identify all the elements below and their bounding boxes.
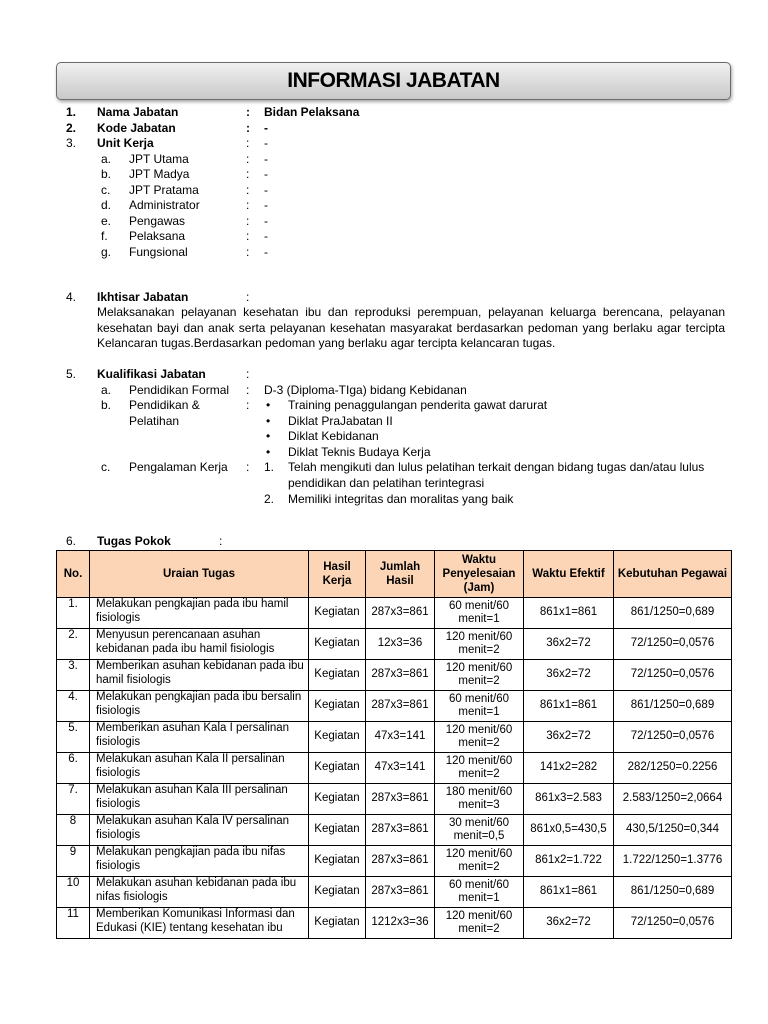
cell-kebutuhan-pegawai: 861/1250=0,689 xyxy=(614,877,732,908)
cell-kebutuhan-pegawai: 72/1250=0,0576 xyxy=(614,722,732,753)
field-value: Bidan Pelaksana xyxy=(264,105,360,119)
cell-jumlah-hasil: 47x3=141 xyxy=(366,753,435,784)
item-label: Fungsional xyxy=(129,244,188,259)
section-number: 6. xyxy=(66,534,77,548)
header-no: No. xyxy=(57,551,90,598)
table-header-row xyxy=(57,551,732,598)
cell-waktu-efektif: 861x1=861 xyxy=(524,877,614,908)
item-value: - xyxy=(264,244,268,259)
cell-jumlah-hasil: 47x3=141 xyxy=(366,722,435,753)
cell-no: 7. xyxy=(57,784,90,815)
header-waktu-penyelesaian: Waktu Penyelesaian (Jam) xyxy=(435,551,524,598)
item-value: - xyxy=(264,198,268,212)
cell-no: 5. xyxy=(57,722,90,753)
item-letter: d. xyxy=(101,198,112,212)
pelatihan-item: Training penaggulangan penderita gawat darurat xyxy=(288,398,548,412)
field-colon: : xyxy=(246,105,250,119)
cell-uraian: Melakukan pengkajian pada ibu nifas fisiologis xyxy=(90,846,309,877)
kualifikasi-section xyxy=(0,367,768,508)
item-letter: b. xyxy=(101,398,112,412)
item-value: - xyxy=(264,213,268,228)
table-row xyxy=(57,753,732,784)
field-nama-jabatan xyxy=(0,105,768,121)
cell-kebutuhan-pegawai: 430,5/1250=0,344 xyxy=(614,815,732,846)
ikhtisar-text: Melaksanakan pelayanan kesehatan ibu dan reproduksi perempuan, pelayanan keluarga berencana, pelayanan kesehatan bayi dan anak serta pelayanan kesehatan masyarakat berdasarkan pedoman yang berlaku agar tercipta Kelancaran tugas.Berdasarkan pedoman yang berlaku agar tercipta kelancaran tugas. xyxy=(97,305,725,350)
identity-section xyxy=(0,105,768,260)
section-number: 4. xyxy=(66,290,77,304)
pelatihan-row xyxy=(0,398,768,414)
item-label: Pelatihan xyxy=(129,413,180,428)
item-label: Pengalaman Kerja xyxy=(129,460,228,474)
item-label: JPT Pratama xyxy=(129,182,199,197)
item-letter: a. xyxy=(101,151,112,166)
cell-hasil-kerja: Kegiatan xyxy=(309,598,366,629)
field-value: - xyxy=(264,136,268,150)
ikhtisar-heading xyxy=(0,290,768,306)
cell-hasil-kerja: Kegiatan xyxy=(309,660,366,691)
pengalaman-row xyxy=(0,460,768,476)
cell-uraian: Memberikan asuhan Kala I persalinan fisiologis xyxy=(90,722,309,753)
cell-kebutuhan-pegawai: 1.722/1250=1.3776 xyxy=(614,846,732,877)
item-colon: : xyxy=(246,382,250,397)
section-colon: : xyxy=(219,534,223,548)
cell-uraian: Melakukan asuhan Kala IV persalinan fisiologis xyxy=(90,815,309,846)
cell-no: 6. xyxy=(57,753,90,784)
unit-kerja-item xyxy=(0,214,768,230)
pelatihan-row xyxy=(0,414,768,430)
cell-hasil-kerja: Kegiatan xyxy=(309,877,366,908)
pengalaman-number: 2. xyxy=(264,492,275,506)
item-value: - xyxy=(264,151,268,166)
cell-waktu-efektif: 141x2=282 xyxy=(524,753,614,784)
item-colon: : xyxy=(246,151,250,166)
item-value: - xyxy=(264,182,268,197)
cell-waktu-penyelesaian: 120 menit/60 menit=2 xyxy=(435,722,524,753)
cell-waktu-efektif: 36x2=72 xyxy=(524,660,614,691)
item-letter: b. xyxy=(101,167,112,181)
cell-kebutuhan-pegawai: 72/1250=0,0576 xyxy=(614,908,732,939)
header-jumlah-hasil: Jumlah Hasil xyxy=(366,551,435,598)
cell-no: 8 xyxy=(57,815,90,846)
item-label: Pendidikan & xyxy=(129,398,200,412)
pengalaman-number: 1. xyxy=(264,460,275,474)
cell-no: 1. xyxy=(57,598,90,629)
pelatihan-item: Diklat PraJabatan II xyxy=(288,413,393,428)
cell-waktu-penyelesaian: 120 menit/60 menit=2 xyxy=(435,660,524,691)
item-colon: : xyxy=(246,198,250,212)
field-number: 1. xyxy=(66,105,77,119)
item-label: JPT Madya xyxy=(129,167,190,181)
table-row xyxy=(57,784,732,815)
field-label: Unit Kerja xyxy=(97,136,154,150)
unit-kerja-item xyxy=(0,198,768,214)
field-unit-kerja xyxy=(0,136,768,152)
header-hasil-kerja: Hasil Kerja xyxy=(309,551,366,598)
cell-waktu-penyelesaian: 120 menit/60 menit=2 xyxy=(435,753,524,784)
cell-uraian: Melakukan asuhan Kala II persalinan fisiologis xyxy=(90,753,309,784)
cell-jumlah-hasil: 287x3=861 xyxy=(366,846,435,877)
section-colon: : xyxy=(246,290,250,304)
bullet-icon: • xyxy=(266,413,271,428)
item-letter: g. xyxy=(101,244,112,259)
item-letter: c. xyxy=(101,182,111,197)
cell-hasil-kerja: Kegiatan xyxy=(309,815,366,846)
pelatihan-row xyxy=(0,445,768,461)
cell-waktu-penyelesaian: 120 menit/60 menit=2 xyxy=(435,846,524,877)
unit-kerja-item xyxy=(0,229,768,245)
table-row xyxy=(57,846,732,877)
pendidikan-formal xyxy=(0,383,768,399)
unit-kerja-item xyxy=(0,183,768,199)
cell-uraian: Menyusun perencanaan asuhan kebidanan pada ibu hamil fisiologis xyxy=(90,629,309,660)
cell-kebutuhan-pegawai: 72/1250=0,0576 xyxy=(614,629,732,660)
cell-jumlah-hasil: 287x3=861 xyxy=(366,598,435,629)
cell-waktu-penyelesaian: 30 menit/60 menit=0,5 xyxy=(435,815,524,846)
item-label: Pelaksana xyxy=(129,229,186,243)
field-colon: : xyxy=(246,136,250,150)
cell-hasil-kerja: Kegiatan xyxy=(309,753,366,784)
cell-waktu-efektif: 861x1=861 xyxy=(524,691,614,722)
cell-uraian: Melakukan pengkajian pada ibu hamil fisiologis xyxy=(90,598,309,629)
cell-jumlah-hasil: 287x3=861 xyxy=(366,691,435,722)
cell-hasil-kerja: Kegiatan xyxy=(309,722,366,753)
item-colon: : xyxy=(246,244,250,259)
pelatihan-item: Diklat Teknis Budaya Kerja xyxy=(288,444,431,459)
cell-jumlah-hasil: 1212x3=36 xyxy=(366,908,435,939)
cell-waktu-penyelesaian: 120 menit/60 menit=2 xyxy=(435,908,524,939)
cell-hasil-kerja: Kegiatan xyxy=(309,908,366,939)
item-label: Administrator xyxy=(129,198,200,212)
item-letter: f. xyxy=(101,229,108,243)
table-row xyxy=(57,598,732,629)
section-colon: : xyxy=(246,367,250,381)
item-letter: a. xyxy=(101,382,112,397)
cell-no: 2. xyxy=(57,629,90,660)
cell-jumlah-hasil: 12x3=36 xyxy=(366,629,435,660)
cell-jumlah-hasil: 287x3=861 xyxy=(366,815,435,846)
cell-uraian: Memberikan asuhan kebidanan pada ibu hamil fisiologis xyxy=(90,660,309,691)
cell-waktu-efektif: 36x2=72 xyxy=(524,722,614,753)
header-uraian: Uraian Tugas xyxy=(90,551,309,598)
table-row xyxy=(57,660,732,691)
bullet-icon: • xyxy=(266,398,271,412)
cell-no: 10 xyxy=(57,877,90,908)
table-row xyxy=(57,691,732,722)
cell-waktu-penyelesaian: 60 menit/60 menit=1 xyxy=(435,598,524,629)
cell-no: 4. xyxy=(57,691,90,722)
cell-no: 11 xyxy=(57,908,90,939)
bullet-icon: • xyxy=(266,444,271,459)
cell-waktu-efektif: 861x1=861 xyxy=(524,598,614,629)
pengalaman-text: Memiliki integritas dan moralitas yang baik xyxy=(288,492,514,506)
cell-waktu-efektif: 36x2=72 xyxy=(524,629,614,660)
table-row xyxy=(57,908,732,939)
section-label: Ikhtisar Jabatan xyxy=(97,290,189,304)
pengalaman-row xyxy=(0,476,768,492)
cell-kebutuhan-pegawai: 282/1250=0.2256 xyxy=(614,753,732,784)
cell-jumlah-hasil: 287x3=861 xyxy=(366,877,435,908)
cell-kebutuhan-pegawai: 861/1250=0,689 xyxy=(614,598,732,629)
table-row xyxy=(57,722,732,753)
item-colon: : xyxy=(246,229,250,243)
field-colon: : xyxy=(246,120,250,135)
table-row xyxy=(57,815,732,846)
cell-hasil-kerja: Kegiatan xyxy=(309,629,366,660)
item-label: JPT Utama xyxy=(129,151,189,166)
cell-kebutuhan-pegawai: 72/1250=0,0576 xyxy=(614,660,732,691)
pelatihan-item: Diklat Kebidanan xyxy=(288,429,379,443)
tugas-pokok-table xyxy=(56,550,732,939)
cell-uraian: Melakukan asuhan kebidanan pada ibu nifas fisiologis xyxy=(90,877,309,908)
field-label: Nama Jabatan xyxy=(97,105,179,119)
pengalaman-text: Telah mengikuti dan lulus pelatihan terkait dengan bidang tugas dan/atau lulus xyxy=(288,460,705,474)
tugas-pokok-heading xyxy=(0,534,768,550)
cell-kebutuhan-pegawai: 2.583/1250=2,0664 xyxy=(614,784,732,815)
cell-waktu-penyelesaian: 120 menit/60 menit=2 xyxy=(435,629,524,660)
cell-jumlah-hasil: 287x3=861 xyxy=(366,660,435,691)
header-kebutuhan-pegawai: Kebutuhan Pegawai xyxy=(614,551,732,598)
item-value: D-3 (Diploma-TIga) bidang Kebidanan xyxy=(264,382,467,397)
cell-waktu-efektif: 861x0,5=430,5 xyxy=(524,815,614,846)
section-number: 5. xyxy=(66,367,77,381)
document-title: INFORMASI JABATAN xyxy=(56,62,731,100)
cell-waktu-efektif: 861x3=2.583 xyxy=(524,784,614,815)
table-row xyxy=(57,877,732,908)
cell-no: 9 xyxy=(57,846,90,877)
cell-waktu-penyelesaian: 60 menit/60 menit=1 xyxy=(435,691,524,722)
cell-waktu-penyelesaian: 60 menit/60 menit=1 xyxy=(435,877,524,908)
item-colon: : xyxy=(246,167,250,181)
section-label: Tugas Pokok xyxy=(97,534,171,548)
cell-waktu-penyelesaian: 180 menit/60 menit=3 xyxy=(435,784,524,815)
field-value: - xyxy=(264,120,268,135)
cell-hasil-kerja: Kegiatan xyxy=(309,784,366,815)
pengalaman-text: pendidikan dan pelatihan terintegrasi xyxy=(288,475,485,490)
unit-kerja-item xyxy=(0,152,768,168)
item-colon: : xyxy=(246,398,250,412)
bullet-icon: • xyxy=(266,429,271,443)
cell-no: 3. xyxy=(57,660,90,691)
item-colon: : xyxy=(246,213,250,228)
cell-hasil-kerja: Kegiatan xyxy=(309,846,366,877)
field-number: 2. xyxy=(66,120,77,135)
field-number: 3. xyxy=(66,136,77,150)
unit-kerja-item xyxy=(0,167,768,183)
field-label: Kode Jabatan xyxy=(97,120,176,135)
cell-kebutuhan-pegawai: 861/1250=0,689 xyxy=(614,691,732,722)
field-kode-jabatan xyxy=(0,121,768,137)
unit-kerja-item xyxy=(0,245,768,261)
item-value: - xyxy=(264,229,268,243)
pengalaman-row xyxy=(0,492,768,508)
cell-waktu-efektif: 36x2=72 xyxy=(524,908,614,939)
cell-uraian: Memberikan Komunikasi Informasi dan Edukasi (KIE) tentang kesehatan ibu xyxy=(90,908,309,939)
section-label: Kualifikasi Jabatan xyxy=(97,367,206,381)
pelatihan-row xyxy=(0,429,768,445)
item-letter: c. xyxy=(101,460,111,474)
cell-waktu-efektif: 861x2=1.722 xyxy=(524,846,614,877)
table-row xyxy=(57,629,732,660)
item-value: - xyxy=(264,167,268,181)
cell-jumlah-hasil: 287x3=861 xyxy=(366,784,435,815)
cell-uraian: Melakukan asuhan Kala III persalinan fisiologis xyxy=(90,784,309,815)
item-colon: : xyxy=(246,182,250,197)
cell-uraian: Melakukan pengkajian pada ibu bersalin fisiologis xyxy=(90,691,309,722)
item-label: Pengawas xyxy=(129,213,186,228)
item-letter: e. xyxy=(101,213,112,228)
item-label: Pendidikan Formal xyxy=(129,382,230,397)
cell-hasil-kerja: Kegiatan xyxy=(309,691,366,722)
header-waktu-efektif: Waktu Efektif xyxy=(524,551,614,598)
item-colon: : xyxy=(246,460,250,474)
